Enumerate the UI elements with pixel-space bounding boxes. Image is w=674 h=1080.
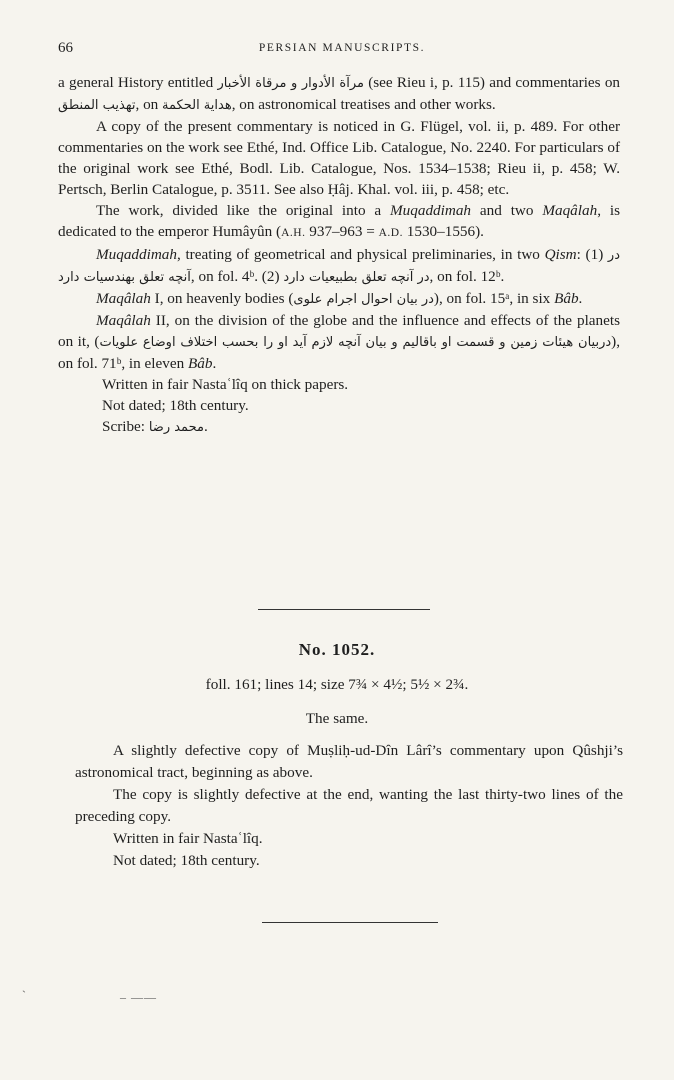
entry-1051-body	[58, 72, 620, 438]
italic-term: Muqaddimah	[390, 202, 472, 219]
text-span: (see Rieu i, p. 115)	[363, 74, 485, 91]
persian-phrase: در بيان احوال اجرام علوى	[293, 292, 434, 307]
entry-1052-body	[75, 740, 623, 872]
text-span: ), on fol. 71ᵇ, in eleven	[58, 333, 620, 372]
section-divider	[258, 609, 430, 610]
not-dated-line: Not dated; 18th century.	[113, 852, 260, 869]
italic-term: Bâb	[554, 290, 579, 307]
same-note: The same.	[305, 710, 369, 727]
persian-phrase: دربيان هيئات زمين و قسمت او باقاليم و بيان آنچه لازم آيد او را بحسب اختلاف اوضاع علويات	[99, 335, 612, 350]
work-paragraph	[58, 200, 620, 244]
text-span: , on fol. 12ᵇ.	[429, 268, 505, 285]
stray-mark: – ——	[120, 990, 157, 1004]
text-span: I, on heavenly bodies (	[150, 290, 294, 307]
scribe-name: محمد رضا	[148, 420, 204, 435]
entry-number: No. 1052.	[298, 640, 376, 659]
text-span: ), on fol. 15ᵃ, in six	[433, 290, 555, 307]
running-title: PERSIAN MANUSCRIPTS.	[258, 42, 426, 54]
maqalah-2-paragraph	[58, 310, 620, 374]
written-line: Written in fair Nastaʿlîq on thick papers.	[102, 376, 349, 393]
description-paragraph: A slightly defective copy of Muṣliḥ-ud-Dîn Lârî’s commentary upon Qûshji’s astronomical tract, beginning as above.	[75, 742, 623, 781]
persian-title: هداية الحكمة	[162, 98, 232, 113]
stray-mark: `	[22, 988, 26, 1002]
persian-phrase: در آنچه تعلق بهندسيات دارد	[58, 248, 620, 285]
maqalah-1-paragraph	[58, 288, 620, 310]
end-divider	[262, 922, 438, 923]
text-span: , treating of geometrical and physical preliminaries, in two	[177, 246, 545, 263]
persian-title: مرآة الأدوار و مرقاة الأخبار	[217, 76, 364, 91]
italic-term: Maqâlah	[542, 202, 598, 219]
italic-term: Bâb	[187, 355, 213, 372]
scribe-line	[58, 416, 620, 438]
text-span: II, on the division of the globe and the influence and effects of the planets on it, (	[58, 312, 620, 350]
italic-term: Muqaddimah	[96, 246, 177, 263]
not-dated-line: Not dated; 18th century.	[102, 397, 249, 414]
small-caps: A.H.	[281, 227, 306, 239]
text-span: The work, divided like the original into a	[96, 202, 391, 219]
history-paragraph	[58, 72, 620, 116]
written-line: Written in fair Nastaʿlîq.	[113, 830, 263, 847]
page-header	[58, 40, 626, 60]
text-span: .	[578, 290, 583, 307]
italic-term: Maqâlah	[96, 290, 151, 307]
text-span: , is dedicated to the emperor Humâyûn (	[58, 202, 620, 240]
text-span: a general History entitled	[58, 74, 218, 91]
copy-paragraph: A copy of the present commentary is noticed in G. Flügel, vol. ii, p. 489. For other commentaries on the work see Ethé, Ind. Office Lib. Catalogue, No. 2240. For particulars of the original work see Ethé, Bodl. Lib. Catalogue, Nos. 1534–1538; Rieu ii, p. 458; W. Pertsch, Berlin Catalogue, p. 3511. See also Ḥâj. Khal. vol. iii, p. 458; etc.	[58, 118, 620, 198]
persian-title: تهذيب المنطق	[58, 98, 136, 113]
text-span: , on fol. 4ᵇ. (2)	[190, 268, 284, 285]
page-number: 66	[58, 40, 73, 56]
text-span: : (1)	[576, 246, 608, 263]
folio-details: foll. 161; lines 14; size 7¾ × 4½; 5½ × 2¾.	[205, 676, 469, 693]
text-span: , on astronomical treatises and other works.	[231, 96, 496, 113]
text-span: .	[212, 355, 217, 372]
text-span: and two	[471, 202, 543, 219]
text-span: and commentaries on	[489, 74, 621, 91]
italic-term: Maqâlah	[96, 312, 151, 329]
text-span: 937–963 =	[305, 223, 379, 240]
small-caps: A.D.	[378, 227, 403, 239]
muqaddimah-paragraph	[58, 244, 620, 288]
italic-term: Qism	[544, 246, 577, 263]
text-span: .	[203, 418, 208, 435]
persian-phrase: در آنچه تعلق بطبيعيات دارد	[283, 270, 430, 285]
text-span: 1530–1556).	[402, 223, 484, 240]
scribe-label: Scribe:	[102, 418, 149, 435]
defect-paragraph: The copy is slightly defective at the end, wanting the last thirty-two lines of the preceding copy.	[75, 786, 623, 825]
text-span: , on	[135, 96, 163, 113]
